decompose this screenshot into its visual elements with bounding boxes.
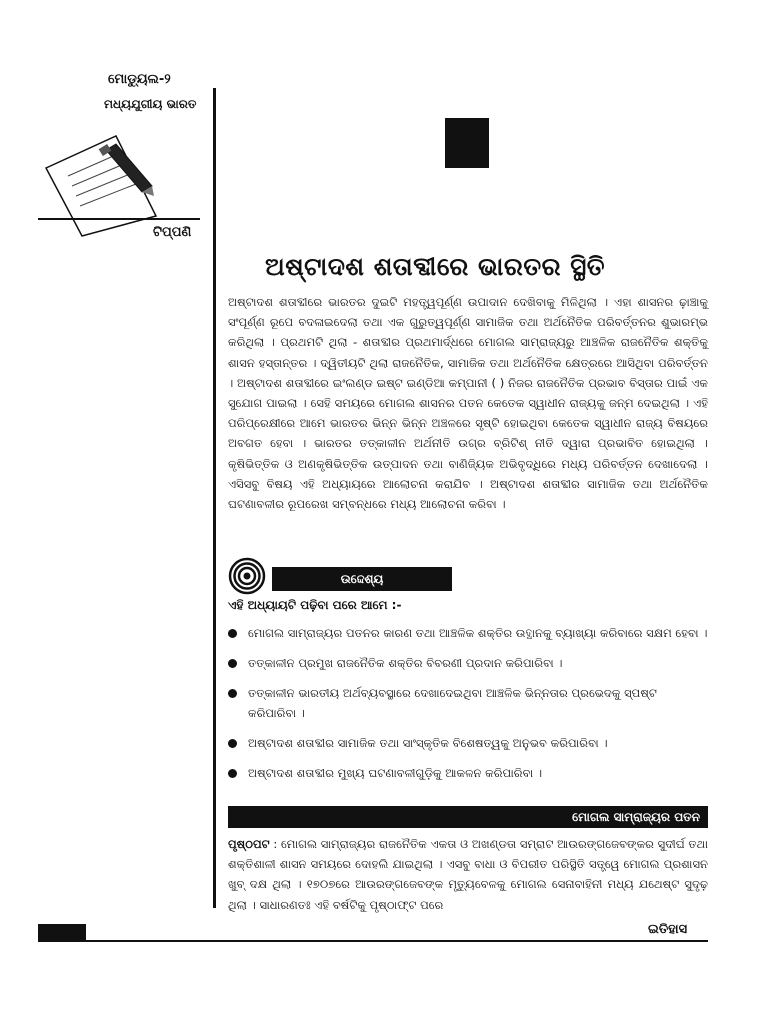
module-label: ମୋଡ୍ୟୁଲ-୨ xyxy=(108,72,171,87)
bullet-icon xyxy=(228,629,237,638)
list-item: ଅଷ୍ଟାଦଶ ଶତାବ୍ଦୀର ସାମାଜିକ ତଥା ସାଂସ୍କୃତିକ ବିଶେଷତ୍ୱକୁ ଅନୁଭବ କରିପାରିବା । xyxy=(228,733,708,753)
margin-rule xyxy=(213,88,216,908)
notes-label: ଟିପ୍ପଣି xyxy=(153,225,192,240)
notes-illustration xyxy=(38,128,200,238)
intro-paragraph: ଅଷ୍ଟାଦଶ ଶତାବ୍ଦୀରେ ଭାରତର ଦୁଇଟି ମହତ୍ତ୍ୱପୂର୍ଣ୍ଣ ଉପାଦାନ ଦେଖିବାକୁ ମିଳିଥିଲା । ଏହା ଶାସନର ଢ଼ାଞ୍ଚାକୁ ସଂପୂର୍ଣ୍ଣ ରୂପେ ବଦଳାଇଦେଲା ତଥା ଏକ ଗୁରୁତ୍ୱପୂର୍ଣ୍ଣ ସାମାଜିକ ତଥା ଅର୍ଥନୈତିକ ପରିବର୍ତ୍ତନର ଶୁଭାରମ୍ଭ କରିଥିଲା । ପ୍ରଥମଟି ଥିଲା - ଶତାବ୍ଦୀର ପ୍ରଥମାର୍ଦ୍ଧରେ ମୋଗଲ ସାମ୍ରାଜ୍ୟରୁ ଆଞ୍ଚଳିକ ରାଜନୈତିକ ଶକ୍ତିକୁ ଶାସନ ହସ୍ତାନ୍ତର । ଦ୍ୱିତୀୟଟି ଥିଲା ରାଜନୈତିକ, ସାମାଜିକ ତଥା ଅର୍ଥନୈତିକ କ୍ଷେତ୍ରରେ ଆସିଥିବା ପରିବର୍ତ୍ତନ । ଅଷ୍ଟାଦଶ ଶତାବ୍ଦୀରେ ଇଂଲଣ୍ଡ ଇଷ୍ଟ ଇଣ୍ଡିଆ କମ୍ପାନୀ ( ) ନିଜର ରାଜନୈତିକ ପ୍ରଭାବ ବିସ୍ତାର ପାଇଁ ଏକ ସୁଯୋଗ ପାଇଲା । ସେହି ସମୟରେ ମୋଗଲ ଶାସନର ପତନ କେତେକ ସ୍ୱାଧୀନ ରାଜ୍ୟକୁ ଜନ୍ମ ଦେଇଥିଲା । ଏହି ପରିପ୍ରେକ୍ଷୀରେ ଆମେ ଭାରତର ଭିନ୍ନ ଭିନ୍ନ ଅଞ୍ଚଳରେ ସୃଷ୍ଟି ହୋଇଥିବା କେତେକ ସ୍ୱାଧୀନ ରାଜ୍ୟ ବିଷୟରେ ଅବଗତ ହେବା । ଭାରତର ତତ୍କାଳୀନ ଅର୍ଥନୀତି ଉଗ୍ର ବ୍ରିଟିଶ୍ ନୀତି ଦ୍ୱାରା ପ୍ରଭାବିତ ହୋଇଥିଲା । କୃଷିଭିତ୍ତିକ ଓ ଅଣକୃଷିଭିତ୍ତିକ ଉତ୍ପାଦନ ତଥା ବାଣିଜ୍ୟିକ ଅଭିବୃଦ୍ଧିରେ ମଧ୍ୟ ପରିବର୍ତ୍ତନ ଦେଖାଦେଲା । ଏସିସବୁ ବିଷୟ ଏହି ଅଧ୍ୟାୟରେ ଆଲୋଚନା କରାଯିବ । ଅଷ୍ଟାଦଶ ଶତାବ୍ଦୀର ସାମାଜିକ ତଥା ଅର୍ଥନୈତିକ ଘଟଣାବଳୀର ରୂପରେଖ ସମ୍ବନ୍ଧରେ ମଧ୍ୟ ଆଲୋଚନା କରିବା । xyxy=(228,295,708,512)
list-item: ମୋଗଲ ସାମ୍ରାଜ୍ୟର ପତନର କାରଣ ତଥା ଆଞ୍ଚଳିକ ଶକ୍ତିର ଉତ୍ଥାନକୁ ବ୍ୟାଖ୍ୟା କରିବାରେ ସକ୍ଷମ ହେବା । xyxy=(228,623,708,643)
chapter-title: ଅଷ୍ଟାଦଶ ଶତାବ୍ଦୀରେ ଭାରତର ସ୍ଥିତି xyxy=(265,252,606,281)
bullet-icon xyxy=(228,769,237,778)
bullet-icon xyxy=(228,689,237,698)
objectives-spiral-icon xyxy=(228,557,266,595)
objectives-list xyxy=(228,623,708,793)
list-item: ତତ୍କାଳୀନ ପ୍ରମୁଖ ରାଜନୈତିକ ଶକ୍ତିର ବିବରଣୀ ପ୍ରଦାନ କରିପାରିବା । xyxy=(228,653,708,673)
subject-label: ମଧ୍ୟଯୁଗୀୟ ଭାରତ xyxy=(104,97,197,111)
objectives-lead: ଏହି ଅଧ୍ୟାୟଟି ପଢ଼ିବା ପରେ ଆମେ :- xyxy=(228,598,402,612)
list-item: ଅଷ୍ଟାଦଶ ଶତାବ୍ଦୀର ମୁଖ୍ୟ ଘଟଣାବଳୀଗୁଡ଼ିକୁ ଆକଳନ କରିପାରିବା । xyxy=(228,763,708,783)
chapter-marker xyxy=(445,118,489,168)
list-item: ତତ୍କାଳୀନ ଭାରତୀୟ ଅର୍ଥବ୍ୟବସ୍ଥାରେ ଦେଖାଦେଇଥିବା ଆଞ୍ଚଳିକ ଭିନ୍ନତାର ପ୍ରଭେଦକୁ ସ୍ପଷ୍ଟ କରିପାରିବା । xyxy=(228,683,708,723)
notes-divider xyxy=(38,218,200,220)
bullet-icon xyxy=(228,739,237,748)
footer-title: ଇତିହାସ xyxy=(648,922,688,937)
bullet-icon xyxy=(228,659,237,668)
objectives-heading: ଉଦ୍ଦେଶ୍ୟ xyxy=(272,567,452,591)
footer-rule xyxy=(38,940,708,942)
section-heading: ମୋଗଲ ସାମ୍ରାଜ୍ୟର ପତନ xyxy=(228,806,708,828)
page-number-block xyxy=(38,924,86,940)
section-paragraph: ପୃଷ୍ଠପଟ : ମୋଗଲ ସାମ୍ରାଜ୍ୟର ରାଜନୈତିକ ଏକତା ଓ ଅଖଣ୍ଡତା ସମ୍ରାଟ ଆଉରଙ୍ଗଜେବଙ୍କର ସୁଦୀର୍ଘ ତଥା ଶକ୍ତିଶାଳୀ ଶାସନ ସମୟରେ ଦୋହଲି ଯାଇଥିଲା । ଏସବୁ ବାଧା ଓ ବିପରୀତ ପରିସ୍ଥିତି ସତ୍ତ୍ୱେ ମୋଗଲ ପ୍ରଶାସନ ଖୁବ୍ ଦକ୍ଷ ଥିଲା । ୧୭୦୭ରେ ଆଉରଙ୍ଗଜେବଙ୍କ ମୃତ୍ୟୁବେଳକୁ ମୋଗଲ ସେନାବାହିନୀ ମଧ୍ୟ ଯଥେଷ୍ଟ ସୁଦୃଢ଼ ଥିଲା । ସାଧାରଣତଃ ଏହି ବର୍ଷଟିକୁ ପୃଷ୍ଠାଫ୍ଟ ପରେ xyxy=(228,837,708,912)
section-lead-term: ପୃଷ୍ଠପଟ xyxy=(228,837,270,851)
